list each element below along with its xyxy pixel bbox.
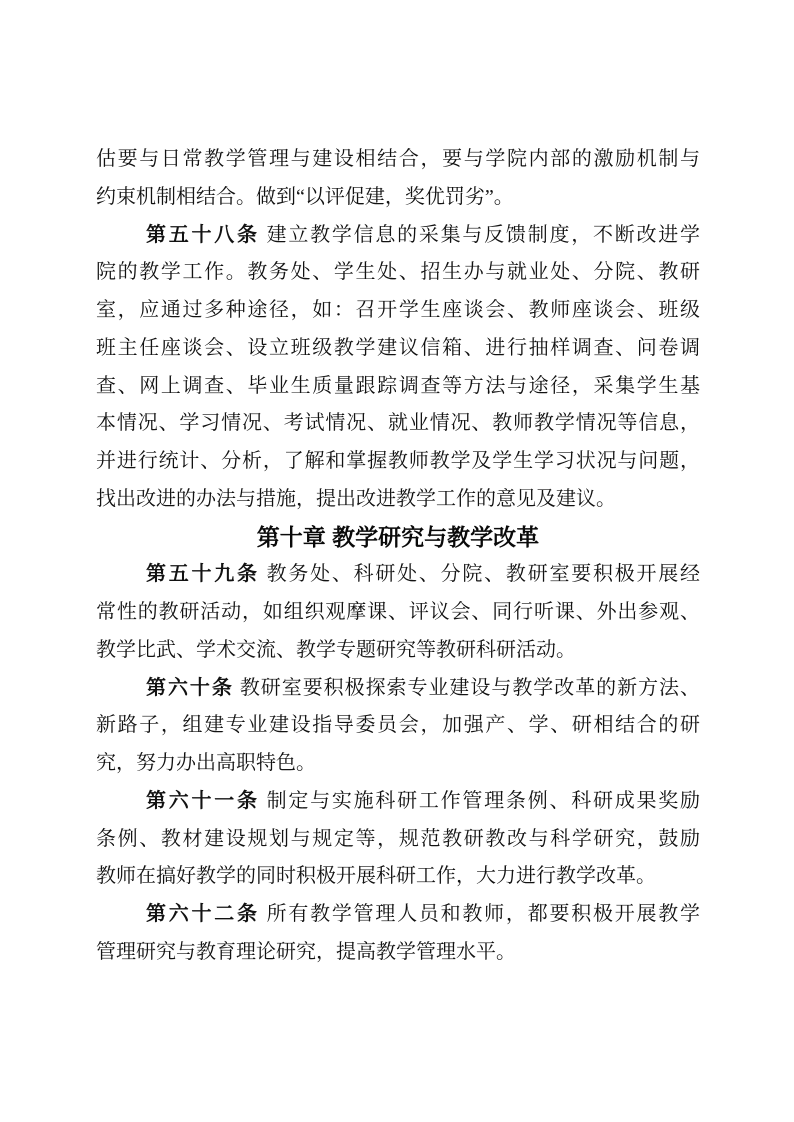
paragraph-line [96, 254, 700, 292]
paragraph-line [96, 292, 700, 330]
line-text: 究，努力办出高职特色。 [96, 752, 316, 774]
paragraph-line [96, 670, 700, 708]
line-text: 约束机制相结合。做到“以评促建，奖优罚劣”。 [96, 185, 514, 208]
paragraph-line [96, 821, 700, 859]
paragraph-line [96, 858, 700, 896]
paragraph-line [96, 896, 700, 934]
paragraph-line [96, 745, 700, 783]
paragraph-line [96, 217, 700, 255]
article-number: 第六十二条 [146, 903, 260, 925]
line-text: 教学比武、学术交流、教学专题研究等教研科研活动。 [96, 638, 576, 661]
line-text: 建立教学信息的采集与反馈制度，不断改进学 [259, 223, 700, 246]
line-text: 院的教学工作。教务处、学生处、招生办与就业处、分院、教研 [96, 261, 700, 284]
paragraph-line [96, 481, 700, 519]
line-text: 常性的教研活动，如组织观摩课、评议会、同行听课、外出参观、 [96, 601, 700, 623]
line-text: 新路子，组建专业建设指导委员会，加强产、学、研相结合的研 [96, 714, 700, 737]
line-text: 所有教学管理人员和教师，都要积极开展教学 [259, 903, 700, 925]
line-text: 查、网上调查、毕业生质量跟踪调查等方法与途径，采集学生基 [96, 374, 700, 397]
paragraph-line [96, 141, 700, 179]
line-text: 本情况、学习情况、考试情况、就业情况、教师教学情况等信息， [96, 412, 700, 435]
line-text: 找出改进的办法与措施，提出改进教学工作的意见及建议。 [96, 487, 616, 510]
paragraph-line [96, 707, 700, 745]
line-text: 教务处、科研处、分院、教研室要积极开展经 [259, 563, 700, 586]
paragraph-line [96, 632, 700, 670]
paragraph-line [96, 405, 700, 443]
line-text: 并进行统计、分析，了解和掌握教师教学及学生学习状况与问题， [96, 450, 700, 472]
line-text: 估要与日常教学管理与建设相结合，要与学院内部的激励机制与 [96, 148, 700, 170]
paragraph-line [96, 556, 700, 594]
line-text: 制定与实施科研工作管理条例、科研成果奖励 [259, 789, 700, 812]
paragraph-line [96, 179, 700, 217]
line-text: 班主任座谈会、设立班级教学建议信箱、进行抽样调查、问卷调 [96, 336, 700, 359]
line-text: 室，应通过多种途径，如：召开学生座谈会、教师座谈会、班级 [96, 299, 700, 321]
paragraph-line [96, 368, 700, 406]
line-text: 管理研究与教育理论研究，提高教学管理水平。 [96, 940, 516, 963]
text-block [96, 141, 700, 972]
line-text: 教研室要积极探索专业建设与教学改革的新方法、 [233, 676, 700, 699]
paragraph-line [96, 594, 700, 632]
paragraph-line [96, 934, 700, 972]
line-text: 条例、教材建设规划与规定等，规范教研教改与科学研究，鼓励 [96, 827, 700, 850]
article-number: 第六十条 [146, 676, 234, 699]
article-number: 第五十八条 [146, 223, 260, 246]
line-text: 教师在搞好教学的同时积极开展科研工作，大力进行教学改革。 [96, 865, 656, 888]
paragraph-line [96, 783, 700, 821]
article-number: 第五十九条 [146, 563, 260, 586]
paragraph-line [96, 330, 700, 368]
chapter-heading: 第十章 教学研究与教学改革 [256, 523, 540, 550]
article-number: 第六十一条 [146, 789, 260, 812]
paragraph-line [96, 443, 700, 481]
